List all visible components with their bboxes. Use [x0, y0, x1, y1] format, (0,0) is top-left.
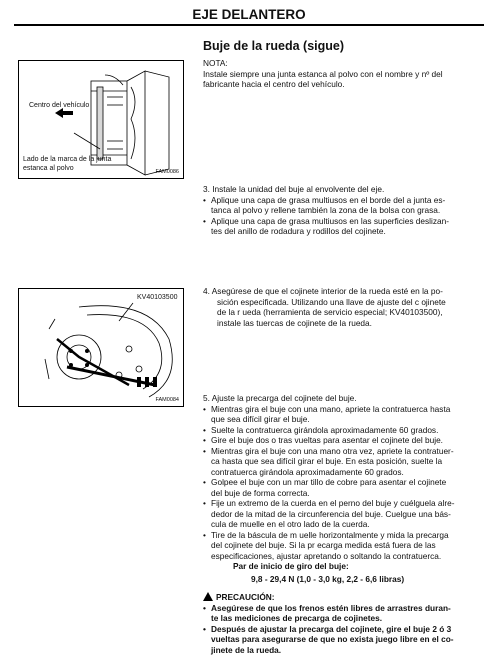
note-line: Instale siempre una junta estanca al polvo con el nombre y nº del	[203, 68, 443, 79]
list-item: • Después de ajustar la precarga del cojinete, gire el buje 2 ó 3 vueltas para asegurarse de que no exista juego libre en el co- jinete de la rueda.	[203, 623, 454, 655]
list-item: • Aplique una capa de grasa multiusos en las superficies deslizan- tes del anillo de rodadura y rodillos del cojinete.	[203, 215, 449, 236]
step-4: 4. Asegúrese de que el cojinete interior de la rueda esté en la po- sición especificada. Utilizando una llave de ajuste del c ojinete de la r ueda (herramienta de servicio especial; KV40103500), instale las tuercas de cojinete de la rueda.	[203, 286, 446, 328]
note-line: fabricante hacia el centro del vehículo.	[203, 79, 345, 89]
list-item: • Aplique una capa de grasa multiusos en el borde del a junta es- tanca al polvo y rellene también la zona de la bolsa con grasa.	[203, 194, 446, 215]
fig2-code: FAM0084	[155, 397, 179, 403]
list-item: • Tire de la báscula de m uelle horizontalmente y mida la precarga del cojinete del buje. Si la pr ecarga medida está fuera de las especificaciones, ajustar apretando o soltando la contratuerca.	[203, 529, 449, 561]
list-item: • Asegúrese de que los frenos estén libres de arrastres duran- te las mediciones de precarga de cojinetes.	[203, 602, 451, 623]
fig1-code: FAM0086	[155, 169, 179, 175]
wrench-illustration	[19, 289, 183, 406]
list-item: • Suelte la contratuerca girándola aproximadamente 60 grados.	[203, 424, 439, 435]
step-5	[203, 393, 488, 584]
caution-heading: PRECAUCIÓN:	[203, 592, 488, 603]
page-header: EJE DELANTERO	[14, 6, 484, 26]
note-label: NOTA:	[203, 58, 228, 68]
figure-bearing-wrench	[18, 288, 184, 407]
spec-label: Par de inicio de giro del buje:	[233, 561, 349, 571]
list-item: • Fije un extremo de la cuerda en el perno del buje y cuélguela alre- dedor de la mitad de la circunferencia del buje. Cuelgue una bás- cula de muelle en el otro lado de la cuerda.	[203, 498, 455, 529]
list-item: • Gire el buje dos o tras vueltas para asentar el cojinete del buje.	[203, 435, 443, 445]
section-title: Buje de la rueda (sigue)	[203, 39, 345, 53]
step-3-heading: 3. Instale la unidad del buje al envolvente del eje.	[203, 184, 385, 194]
fig1-label-mark: Lado de la marca de la junta estanca al polvo	[23, 156, 112, 172]
fig2-tool-code: KV40103500	[137, 294, 178, 301]
list-item: • Mientras gira el buje con una mano, apriete la contratuerca hasta que sea difícil girar el buje.	[203, 403, 451, 424]
figure-dust-seal	[18, 60, 184, 179]
note-block	[203, 58, 488, 90]
step-3	[203, 184, 488, 237]
warning-icon	[203, 592, 213, 601]
fig1-label-center: Centro del vehículo	[29, 102, 90, 109]
spec-value: 9,8 - 29,4 N (1,0 - 3,0 kg, 2,2 - 6,6 libras)	[251, 573, 405, 584]
caution-block	[203, 592, 488, 655]
list-item: • Mientras gira el buje con una mano otra vez, apriete la contratuer- ca hasta que sea difícil girar el buje. En esta posición, suelte la contratuerca girándola aproximadamente 60 grados.	[203, 445, 454, 477]
step-5-heading: 5. Ajuste la precarga del cojinete del buje.	[203, 393, 357, 403]
list-item: • Golpee el buje con un mar tillo de cobre para asentar el cojinete del buje de forma correcta.	[203, 477, 447, 498]
